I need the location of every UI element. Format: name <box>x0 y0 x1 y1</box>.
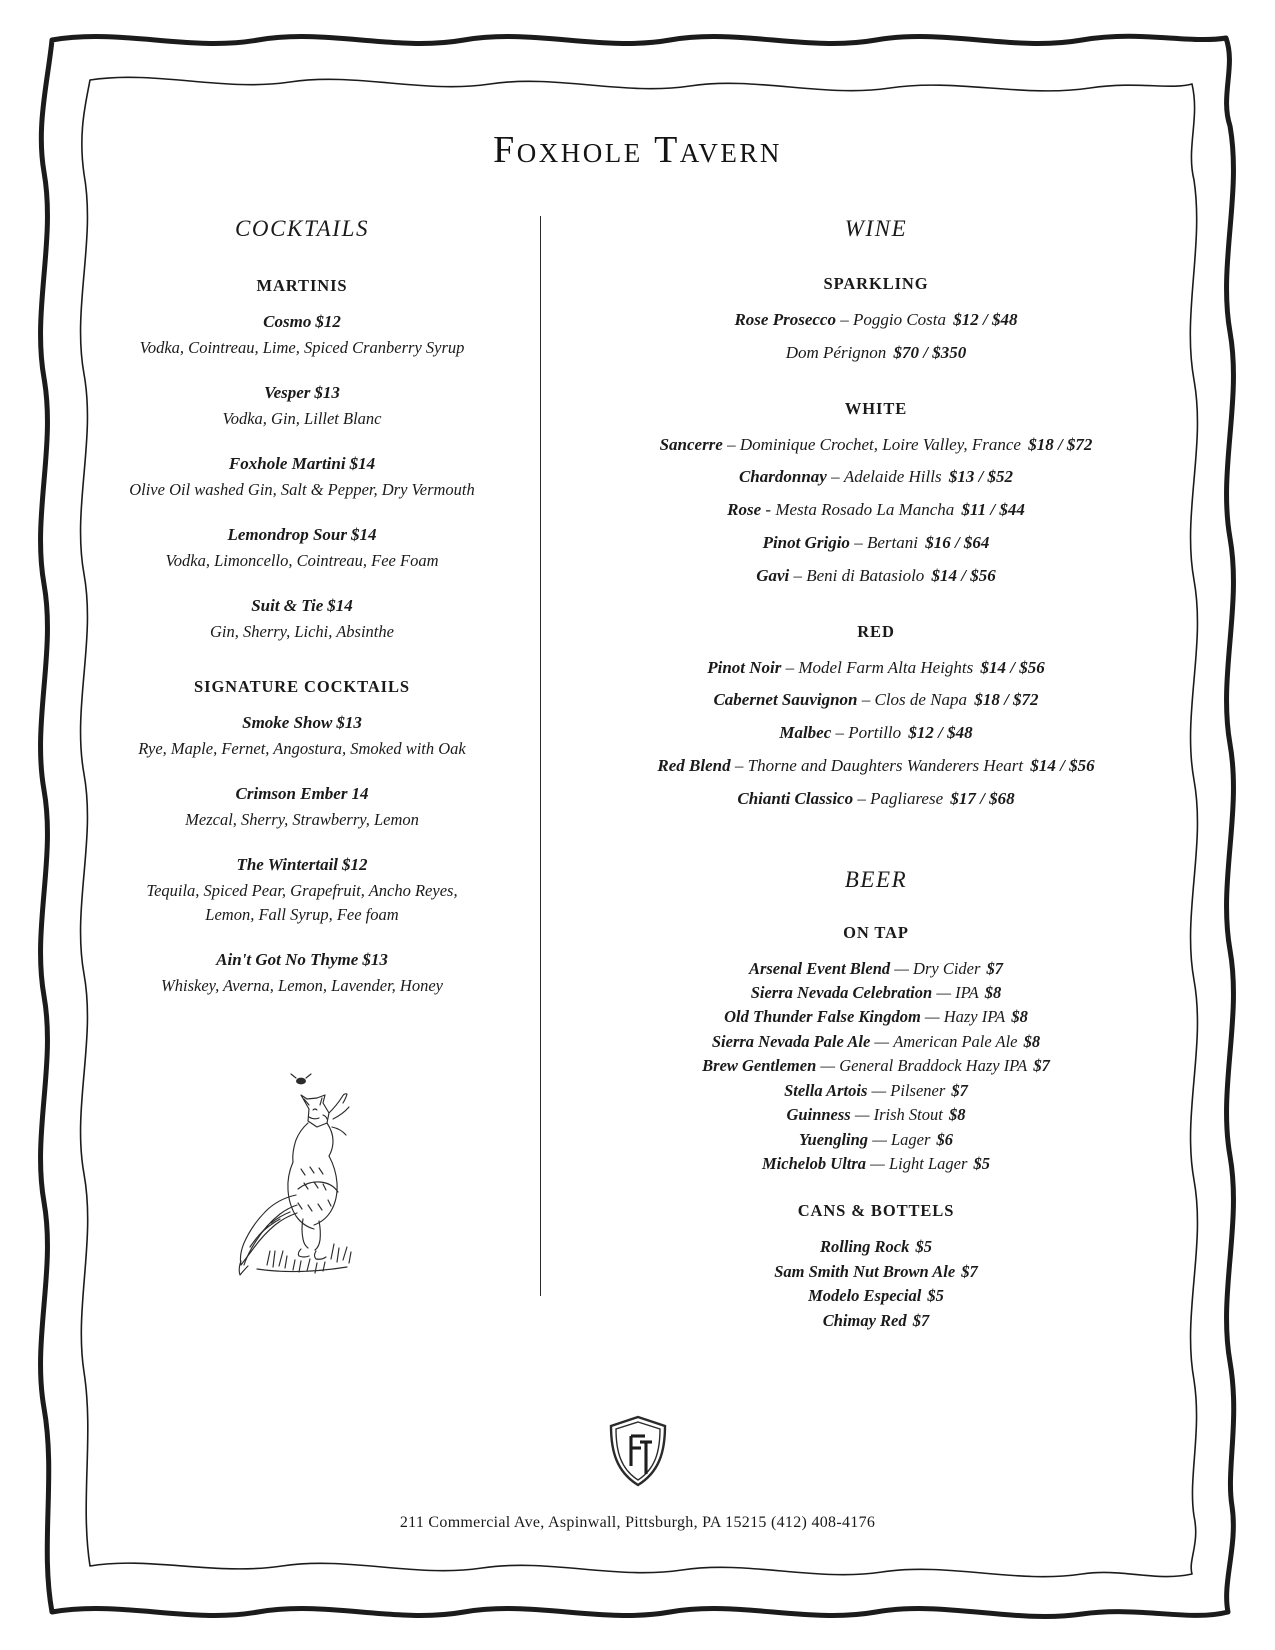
beer-price: $8 <box>1023 1031 1041 1051</box>
cocktail-description: Tequila, Spiced Pear, Grapefruit, Ancho Reyes, Lemon, Fall Syrup, Fee foam <box>146 881 458 924</box>
wine-producer: Poggio Costa <box>852 310 947 329</box>
wine-price: $18 / $72 <box>1028 434 1093 454</box>
cocktail-name-text: Foxhole Martini <box>228 454 346 474</box>
cocktail-price: $13 <box>336 713 362 733</box>
beer-item <box>549 1103 1203 1126</box>
cocktail-name-text: Lemondrop Sour <box>227 525 347 545</box>
beer-name: Sierra Nevada Celebration <box>750 982 933 1002</box>
wine-separator: - <box>765 500 772 520</box>
beer-item <box>549 1054 1203 1077</box>
wine-separator: – <box>861 690 871 710</box>
wine-name: Red Blend <box>657 755 731 775</box>
cocktail-name-text: The Wintertail <box>236 855 339 875</box>
wine-producer: Dom Pérignon <box>785 342 887 362</box>
beer-price: $5 <box>915 1237 932 1257</box>
cocktails-column <box>72 216 540 1333</box>
section-title-beer: BEER <box>844 866 908 892</box>
cocktail-item <box>72 594 532 643</box>
beer-style: Pilsener <box>890 1080 946 1100</box>
wine-name: Chardonnay <box>738 467 827 487</box>
wine-separator: – <box>840 310 849 329</box>
cocktail-price: $13 <box>362 949 388 969</box>
beer-style: Hazy IPA <box>943 1007 1006 1027</box>
cocktail-item <box>72 310 532 359</box>
subsection-heading-white: WHITE <box>844 398 908 418</box>
wine-separator: – <box>734 755 744 775</box>
cocktail-item <box>72 711 532 760</box>
beer-separator: — <box>874 1031 890 1051</box>
subsection-heading-red: RED <box>857 621 895 641</box>
cocktail-description: Vodka, Cointreau, Lime, Spiced Cranberry Syrup <box>139 337 465 357</box>
wine-name: Malbec <box>779 723 832 743</box>
beer-name: Arsenal Event Blend <box>748 958 891 978</box>
beer-price: $6 <box>936 1129 954 1149</box>
wine-item <box>549 787 1203 811</box>
cocktail-price: $12 <box>315 312 341 331</box>
beer-name: Modelo Especial <box>808 1286 922 1306</box>
beer-item <box>549 957 1203 980</box>
wine-producer: Dominique Crochet, Loire Valley, France <box>739 434 1021 454</box>
wine-separator: – <box>727 434 736 454</box>
beer-item <box>549 1235 1203 1258</box>
cocktail-name-text: Cosmo <box>263 312 312 331</box>
page-title: Foxhole Tavern <box>493 129 782 171</box>
beer-style: Light Lager <box>888 1153 968 1173</box>
beer-name: Old Thunder False Kingdom <box>724 1007 921 1027</box>
beer-name: Chimay Red <box>822 1310 907 1330</box>
cocktail-name-text: Ain't Got No Thyme <box>216 949 359 969</box>
wine-price: $12 / $48 <box>953 310 1018 329</box>
wine-separator: – <box>793 565 802 585</box>
beer-separator: — <box>936 982 951 1002</box>
cocktail-description: Vodka, Limoncello, Cointreau, Fee Foam <box>165 550 439 570</box>
wine-item <box>549 688 1203 712</box>
cocktail-description: Mezcal, Sherry, Strawberry, Lemon <box>185 810 419 830</box>
beer-style: Lager <box>890 1129 931 1149</box>
footer-address: 211 Commercial Ave, Aspinwall, Pittsburgh, PA 15215 (412) 408-4176 <box>399 1514 876 1531</box>
cocktail-name-text: Crimson Ember <box>235 784 348 804</box>
beer-name: Stella Artois <box>784 1080 868 1100</box>
wine-beer-column <box>541 216 1203 1333</box>
wine-producer: Model Farm Alta Heights <box>798 657 974 677</box>
wine-item <box>549 564 1203 588</box>
wine-name: Pinot Noir <box>707 657 782 677</box>
wine-price: $11 / $44 <box>961 500 1025 520</box>
cocktail-description: Whiskey, Averna, Lemon, Lavender, Honey <box>161 975 443 995</box>
wine-item <box>549 754 1203 778</box>
beer-separator: — <box>894 958 909 978</box>
beer-style: IPA <box>955 982 979 1002</box>
wine-name: Rose Prosecco <box>734 310 836 329</box>
beer-style: Irish Stout <box>873 1105 943 1125</box>
cocktail-name <box>72 711 532 736</box>
wine-producer: Bertani <box>866 532 918 552</box>
wine-separator: – <box>854 532 863 552</box>
beer-price: $7 <box>961 1261 978 1281</box>
wine-item <box>549 433 1203 457</box>
wine-name: Cabernet Sauvignon <box>713 690 858 710</box>
wine-producer: Pagliarese <box>870 788 944 808</box>
cocktail-name-text: Vesper <box>264 383 311 403</box>
cocktail-name <box>72 594 532 619</box>
wine-item <box>549 341 1203 365</box>
cocktail-item <box>72 782 532 831</box>
cocktail-description: Gin, Sherry, Lichi, Absinthe <box>210 621 394 641</box>
cocktail-name <box>72 948 532 973</box>
wine-producer: Thorne and Daughters Wanderers Heart <box>747 755 1024 775</box>
wine-price: $18 / $72 <box>974 690 1039 710</box>
cocktail-description: Olive Oil washed Gin, Salt & Pepper, Dry Vermouth <box>129 479 475 499</box>
cocktail-name <box>72 310 532 335</box>
wine-price: $13 / $52 <box>948 467 1014 487</box>
beer-separator: — <box>924 1007 940 1027</box>
section-title-wine: WINE <box>844 216 908 241</box>
beer-style: General Braddock Hazy IPA <box>839 1056 1028 1076</box>
cocktail-price: $14 <box>351 525 377 545</box>
cocktail-price: 14 <box>351 784 369 804</box>
beer-price: $7 <box>912 1310 930 1330</box>
wine-separator: – <box>831 467 840 487</box>
wine-producer: Clos de Napa <box>874 690 968 710</box>
beer-item <box>549 1005 1203 1028</box>
wine-name: Sancerre <box>659 434 723 454</box>
wine-price: $12 / $48 <box>908 723 973 743</box>
beer-separator: — <box>870 1153 885 1173</box>
wine-separator: – <box>835 723 845 743</box>
cocktail-item <box>72 853 532 925</box>
cocktail-price: $12 <box>342 855 368 875</box>
subsection-heading-martinis: MARTINIS <box>256 276 348 295</box>
wine-price: $14 / $56 <box>1030 755 1095 775</box>
cocktail-name <box>72 381 532 406</box>
wine-price: $16 / $64 <box>925 532 990 552</box>
wine-item <box>549 656 1203 680</box>
wine-producer: Beni di Batasiolo <box>806 565 925 585</box>
wine-separator: – <box>857 788 866 808</box>
wine-separator: – <box>785 657 795 677</box>
beer-name: Sierra Nevada Pale Ale <box>711 1031 871 1051</box>
page-footer <box>0 1414 1275 1532</box>
cocktail-item <box>72 523 532 572</box>
beer-name: Sam Smith Nut Brown Ale <box>774 1261 956 1281</box>
beer-separator: — <box>820 1056 836 1076</box>
beer-price: $7 <box>986 958 1004 978</box>
beer-name: Michelob Ultra <box>762 1153 867 1173</box>
cocktail-description: Vodka, Gin, Lillet Blanc <box>222 408 382 428</box>
wine-producer: Portillo <box>848 723 902 743</box>
wine-price: $14 / $56 <box>980 657 1045 677</box>
wine-name: Pinot Grigio <box>762 532 850 552</box>
wine-item <box>549 465 1203 489</box>
wine-name: Rose <box>727 500 762 520</box>
wine-item <box>549 308 1203 332</box>
beer-item <box>549 1079 1203 1102</box>
beer-price: $7 <box>1033 1056 1050 1076</box>
section-title-cocktails: COCKTAILS <box>234 216 370 241</box>
cocktail-item <box>72 948 532 997</box>
beer-separator: — <box>871 1080 887 1100</box>
cocktail-name <box>72 853 532 878</box>
cocktail-item <box>72 452 532 501</box>
wine-name: Chianti Classico <box>737 788 854 808</box>
subsection-heading-cans-and-bottles: CANS & BOTTELS <box>797 1201 955 1221</box>
wine-item <box>549 498 1203 522</box>
beer-price: $5 <box>973 1153 990 1173</box>
wine-item <box>549 531 1203 555</box>
wine-price: $70 / $350 <box>893 342 967 362</box>
beer-name: Guinness <box>786 1105 851 1125</box>
cocktail-name <box>72 782 532 807</box>
beer-price: $5 <box>927 1286 944 1306</box>
beer-item <box>549 1260 1203 1283</box>
beer-price: $8 <box>984 982 1002 1002</box>
wine-price: $14 / $56 <box>931 565 996 585</box>
wine-producer: Mesta Rosado La Mancha <box>775 500 955 520</box>
beer-item <box>549 1152 1203 1175</box>
cocktail-name <box>72 452 532 477</box>
subsection-heading-signature-cocktails: SIGNATURE COCKTAILS <box>194 677 410 697</box>
subsection-heading-sparkling: SPARKLING <box>823 274 929 293</box>
cocktail-price: $14 <box>327 596 353 616</box>
cocktail-name-text: Suit & Tie <box>251 596 324 616</box>
cocktail-name <box>72 523 532 548</box>
beer-price: $8 <box>948 1105 966 1125</box>
beer-style: Dry Cider <box>913 958 981 978</box>
wine-price: $17 / $68 <box>950 788 1015 808</box>
beer-item <box>549 981 1203 1004</box>
wine-name: Gavi <box>756 565 790 585</box>
cocktail-item <box>72 381 532 430</box>
beer-name: Brew Gentlemen <box>702 1056 817 1076</box>
cocktail-description: Rye, Maple, Fernet, Angostura, Smoked with Oak <box>138 738 466 758</box>
fox-illustration <box>197 1069 407 1284</box>
wine-producer: Adelaide Hills <box>843 467 942 487</box>
cocktail-price: $14 <box>349 454 376 474</box>
cocktail-price: $13 <box>314 383 340 403</box>
shield-logo-icon <box>607 1414 669 1488</box>
menu-columns <box>0 216 1275 1333</box>
beer-style: American Pale Ale <box>893 1031 1018 1051</box>
beer-price: $7 <box>951 1080 968 1100</box>
cocktail-name-text: Smoke Show <box>242 713 333 733</box>
beer-item <box>549 1309 1203 1332</box>
wine-item <box>549 721 1203 745</box>
beer-price: $8 <box>1011 1007 1028 1027</box>
subsection-heading-on-tap: ON TAP <box>843 922 909 942</box>
beer-item <box>549 1128 1203 1151</box>
beer-separator: — <box>854 1105 870 1125</box>
beer-separator: — <box>872 1129 887 1149</box>
beer-item <box>549 1030 1203 1053</box>
beer-item <box>549 1284 1203 1307</box>
beer-name: Yuengling <box>798 1129 869 1149</box>
beer-name: Rolling Rock <box>819 1237 910 1257</box>
